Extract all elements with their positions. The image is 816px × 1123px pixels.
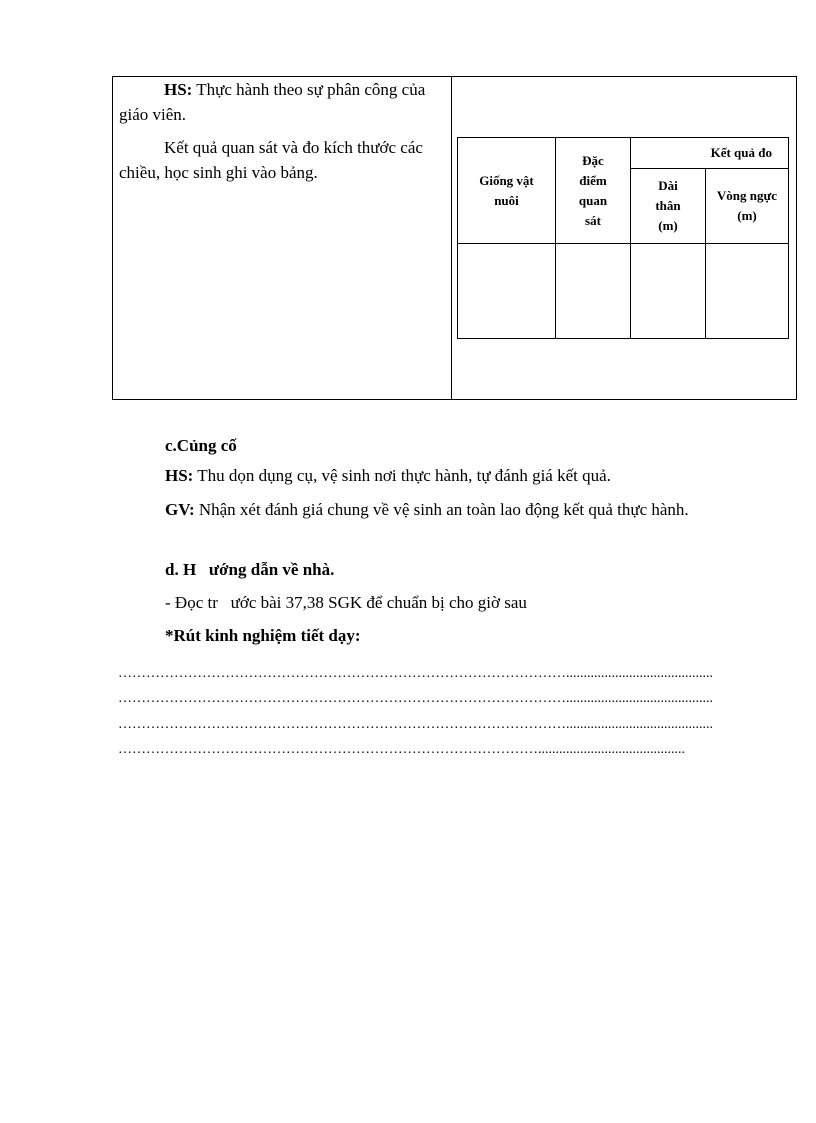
hs-label: HS: [165, 466, 194, 485]
student-activity-cell [113, 77, 451, 399]
column-divider [451, 77, 452, 399]
header-breed: Giống vật nuôi [458, 138, 556, 244]
review-line[interactable]: …………………………………………………………………………………….......................................... [118, 691, 713, 706]
result-instruction: Kết quả quan sát và đo kích thước các chiều, học sinh ghi vào bảng. [119, 138, 423, 182]
activity-table [112, 76, 797, 400]
review-line[interactable]: …………………………………………………………………………………….......................................... [118, 666, 713, 681]
hs-cleanup-text: Thu dọn dụng cụ, vệ sinh nơi thực hành, tự đánh giá kết quả. [193, 466, 611, 485]
hs-text: Thực hành theo sự phân công của giáo viên. [119, 80, 426, 124]
gv-text: Nhận xét đánh giá chung về vệ sinh an toàn lao động kết quả thực hành. [194, 500, 689, 519]
header-result: Kết quả đo [631, 138, 788, 169]
cell-feature[interactable] [556, 244, 631, 338]
cell-length[interactable] [631, 244, 706, 338]
header-feature: Đặc điểm quan sát [556, 138, 631, 244]
cell-chest[interactable] [706, 244, 788, 338]
header-chest: Vòng ngực (m) [706, 169, 788, 244]
cell-breed[interactable] [458, 244, 556, 338]
hs-label: HS: [164, 80, 193, 99]
homework-heading: d. H ướng dẫn về nhà. [165, 560, 335, 579]
homework-text: - Đọc tr ước bài 37,38 SGK để chuẩn bị cho giờ sau [165, 593, 527, 612]
consolidate-heading: c.Củng cố [165, 436, 237, 455]
review-line[interactable]: …………………………………………………………………………………….......................................... [118, 717, 713, 732]
review-heading: *Rút kinh nghiệm tiết dạy: [165, 626, 361, 645]
consolidate-hs [165, 464, 611, 488]
consolidate-gv [118, 496, 756, 523]
header-length: Dài thân (m) [631, 169, 706, 244]
gv-label: GV: [165, 500, 195, 519]
measurement-table [457, 137, 789, 339]
review-line[interactable]: ……………………………………………………………………………….......................................... [118, 742, 685, 757]
hs-instruction [119, 77, 443, 127]
